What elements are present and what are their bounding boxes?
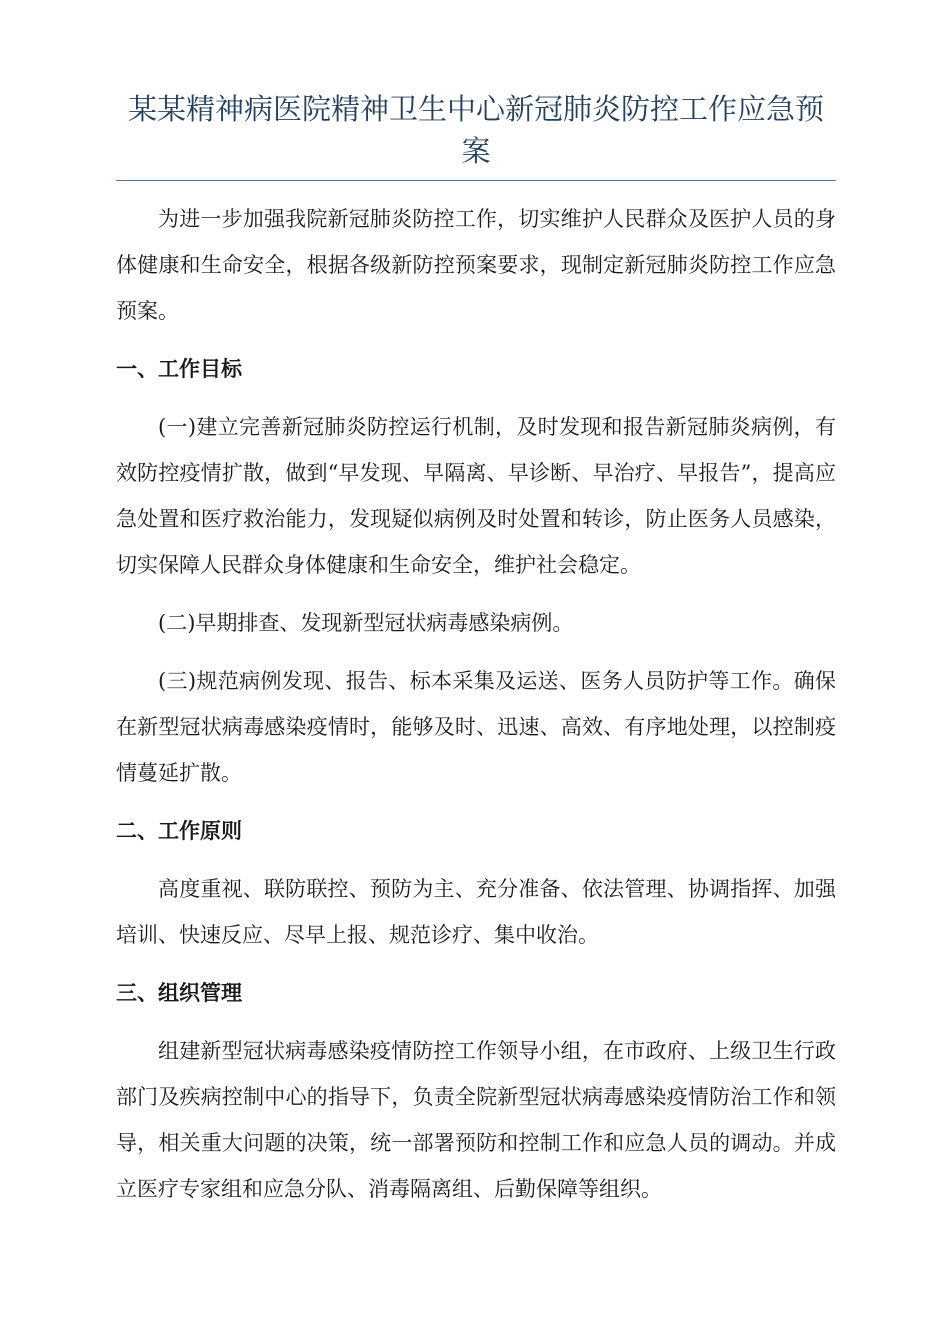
document-title: 某某精神病医院精神卫生中心新冠肺炎防控工作应急预案 xyxy=(127,92,824,168)
section-heading-goals: 一、工作目标 xyxy=(116,357,242,381)
document-body xyxy=(116,196,836,1224)
intro-paragraph: 为进一步加强我院新冠肺炎防控工作，切实维护人民群众及医护人员的身体健康和生命安全，根据各级新防控预案要求，现制定新冠肺炎防控工作应急预案。 xyxy=(116,207,836,323)
goal-paragraph-2: (二)早期排查、发现新型冠状病毒感染病例。 xyxy=(158,611,574,635)
principles-paragraph: 高度重视、联防联控、预防为主、充分准备、依法管理、协调指挥、加强培训、快速反应、尽早上报、规范诊疗、集中收治。 xyxy=(116,877,836,947)
title-divider xyxy=(116,180,836,181)
goal-paragraph-3: (三)规范病例发现、报告、标本采集及运送、医务人员防护等工作。确保在新型冠状病毒感染疫情时，能够及时、迅速、高效、有序地处理，以控制疫情蔓延扩散。 xyxy=(116,669,836,785)
section-heading-principles: 二、工作原则 xyxy=(116,819,242,843)
goal-paragraph-1: (一)建立完善新冠肺炎防控运行机制，及时发现和报告新冠肺炎病例，有效防控疫情扩散，做到“早发现、早隔离、早诊断、早治疗、早报告”，提高应急处置和医疗救治能力，发现疑似病例及时处置和转诊，防止医务人员感染，切实保障人民群众身体健康和生命安全，维护社会稳定。 xyxy=(116,415,836,577)
organization-paragraph: 组建新型冠状病毒感染疫情防控工作领导小组，在市政府、上级卫生行政部门及疾病控制中心的指导下，负责全院新型冠状病毒感染疫情防治工作和领导，相关重大问题的决策，统一部署预防和控制工作和应急人员的调动。并成立医疗专家组和应急分队、消毒隔离组、后勤保障等组织。 xyxy=(116,1039,836,1201)
section-heading-organization: 三、组织管理 xyxy=(116,981,242,1005)
